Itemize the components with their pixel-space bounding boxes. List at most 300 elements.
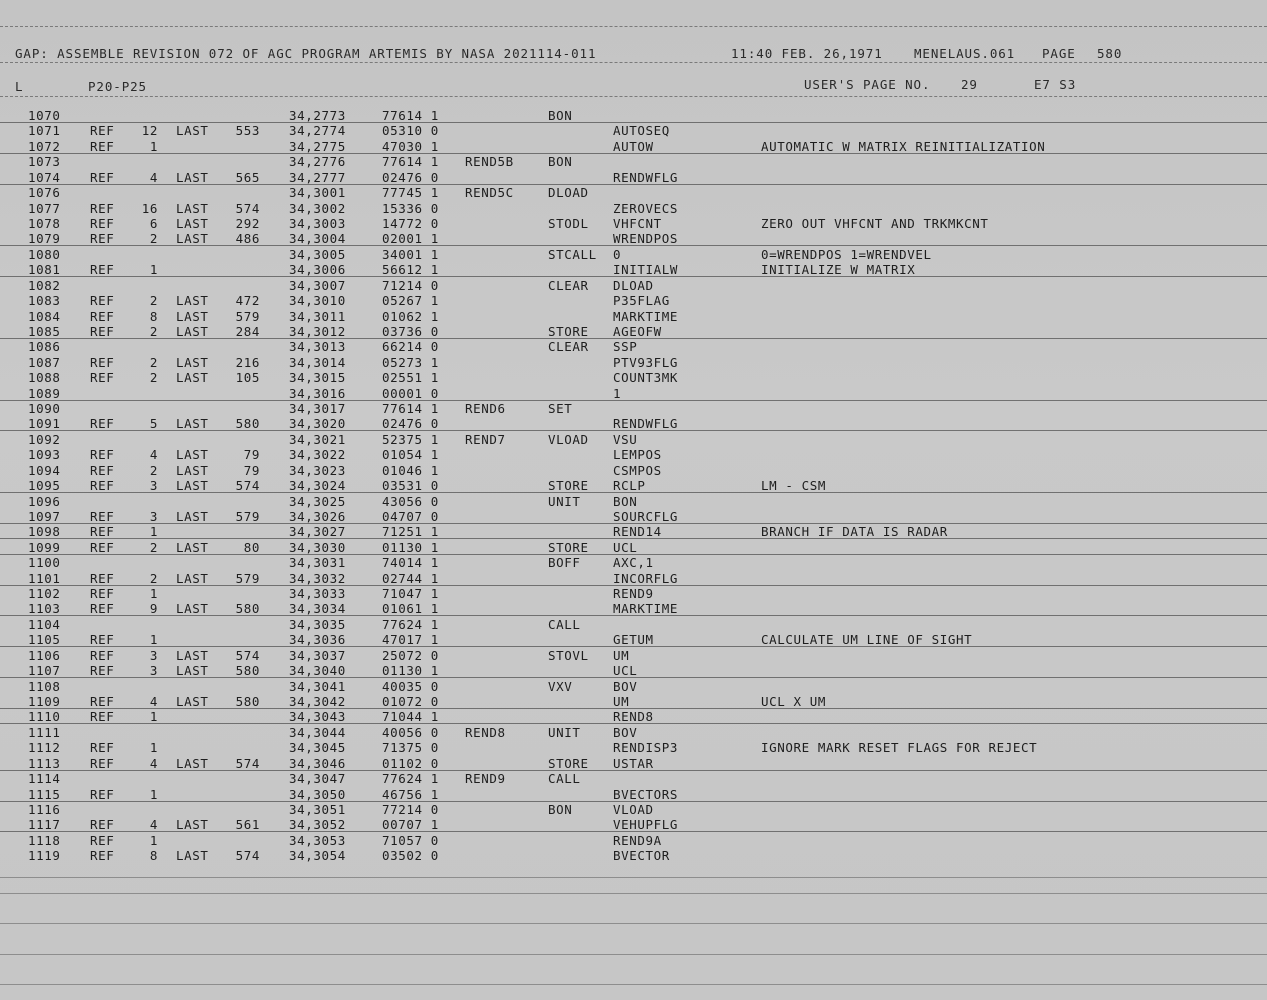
- octal-code: 77614 1: [382, 108, 439, 123]
- opcode: UNIT: [548, 724, 581, 740]
- ref-count: 16: [141, 200, 158, 216]
- line-number: 1107: [28, 663, 61, 679]
- listing-row: [0, 817, 1267, 832]
- address: 34,3032: [289, 570, 346, 586]
- listing-row: [0, 339, 1267, 354]
- blank-rule: [0, 954, 1267, 955]
- ref-count: 2: [149, 370, 158, 386]
- last-line: 579: [235, 508, 260, 524]
- opcode: STORE: [548, 755, 589, 771]
- last-marker: LAST: [176, 462, 209, 478]
- octal-code: 71057 0: [382, 832, 439, 848]
- line-number: 1109: [28, 694, 61, 709]
- operand: CSMPOS: [613, 462, 662, 478]
- line-number: 1102: [28, 586, 61, 601]
- line-number: 1072: [28, 138, 61, 154]
- line-number: 1116: [28, 801, 61, 817]
- octal-code: 01072 0: [382, 694, 439, 709]
- octal-code: 03531 0: [382, 478, 439, 494]
- ref-count: 2: [149, 293, 158, 308]
- line-number: 1106: [28, 647, 61, 663]
- listing-row: [0, 355, 1267, 370]
- comment: INITIALIZE W MATRIX: [761, 262, 916, 278]
- opcode: BON: [548, 154, 573, 170]
- octal-code: 47030 1: [382, 138, 439, 154]
- octal-code: 14772 0: [382, 215, 439, 231]
- operand: UCL: [613, 663, 638, 679]
- listing-row: [0, 185, 1267, 200]
- address: 34,3014: [289, 354, 346, 370]
- last-marker: LAST: [176, 323, 209, 339]
- header-rule: [0, 62, 1267, 63]
- octal-code: 01062 1: [382, 308, 439, 324]
- last-line: 216: [235, 354, 260, 370]
- octal-code: 71251 1: [382, 524, 439, 540]
- operand: VLOAD: [613, 801, 654, 817]
- comment: AUTOMATIC W MATRIX REINITIALIZATION: [761, 138, 1046, 154]
- address: 34,3045: [289, 740, 346, 756]
- address: 34,3031: [289, 555, 346, 571]
- address: 34,3003: [289, 215, 346, 231]
- ref-marker: REF: [90, 848, 115, 864]
- address: 34,3015: [289, 370, 346, 386]
- line-number: 1105: [28, 632, 61, 648]
- opcode: STORE: [548, 478, 589, 494]
- last-line: 574: [235, 200, 260, 216]
- ref-count: 3: [149, 663, 158, 679]
- line-number: 1074: [28, 169, 61, 185]
- ref-count: 5: [149, 416, 158, 432]
- operand: WRENDPOS: [613, 231, 679, 247]
- line-number: 1078: [28, 215, 61, 231]
- last-line: 574: [235, 755, 260, 771]
- ref-count: 2: [149, 462, 158, 478]
- last-marker: LAST: [176, 694, 209, 709]
- header-title-line: GAP: ASSEMBLE REVISION 072 OF AGC PROGRAM ARTEMIS BY NASA 2021114-011: [15, 46, 597, 61]
- line-number: 1117: [28, 817, 61, 833]
- operand: INCORFLG: [613, 570, 679, 586]
- ref-marker: REF: [90, 524, 115, 540]
- listing-row: [0, 324, 1267, 339]
- listing-row: [0, 648, 1267, 663]
- octal-code: 05310 0: [382, 123, 439, 139]
- operand: AGEOFW: [613, 323, 662, 339]
- listing-row: [0, 231, 1267, 246]
- ref-marker: REF: [90, 231, 115, 247]
- ref-marker: REF: [90, 601, 115, 617]
- opcode: CLEAR: [548, 339, 589, 355]
- listing-row: [0, 709, 1267, 724]
- comment: BRANCH IF DATA IS RADAR: [761, 524, 948, 540]
- line-number: 1088: [28, 370, 61, 386]
- comment: 0=WRENDPOS 1=WRENDVEL: [761, 246, 932, 262]
- last-marker: LAST: [176, 370, 209, 386]
- listing-row: [0, 108, 1267, 123]
- line-number: 1101: [28, 570, 61, 586]
- octal-code: 05267 1: [382, 293, 439, 308]
- operand: BOV: [613, 678, 638, 694]
- line-number: 1119: [28, 848, 61, 864]
- last-marker: LAST: [176, 416, 209, 432]
- operand: BOV: [613, 724, 638, 740]
- octal-code: 47017 1: [382, 632, 439, 648]
- operand: SOURCFLG: [613, 508, 679, 524]
- address: 34,3040: [289, 663, 346, 679]
- line-number: 1091: [28, 416, 61, 432]
- ref-marker: REF: [90, 709, 115, 725]
- octal-code: 77614 1: [382, 401, 439, 416]
- blank-rule: [0, 877, 1267, 878]
- listing-row: [0, 416, 1267, 431]
- operand: BVECTOR: [613, 848, 670, 864]
- opcode: UNIT: [548, 493, 581, 509]
- listing-row: [0, 632, 1267, 647]
- address: 34,3010: [289, 293, 346, 308]
- header-source: MENELAUS.061: [914, 46, 1016, 61]
- operand: MARKTIME: [613, 601, 679, 617]
- octal-code: 02476 0: [382, 169, 439, 185]
- operand: 1: [613, 385, 622, 401]
- comment: IGNORE MARK RESET FLAGS FOR REJECT: [761, 740, 1038, 756]
- listing-row: [0, 694, 1267, 709]
- label-field: REND9: [465, 771, 506, 787]
- label-field: REND5B: [465, 154, 514, 170]
- ref-marker: REF: [90, 647, 115, 663]
- ref-count: 3: [149, 478, 158, 494]
- line-number: 1108: [28, 678, 61, 694]
- last-marker: LAST: [176, 447, 209, 463]
- ref-count: 1: [149, 632, 158, 648]
- last-marker: LAST: [176, 647, 209, 663]
- last-line: 574: [235, 647, 260, 663]
- octal-code: 04707 0: [382, 508, 439, 524]
- ref-marker: REF: [90, 323, 115, 339]
- address: 34,3054: [289, 848, 346, 864]
- last-marker: LAST: [176, 817, 209, 833]
- last-line: 486: [235, 231, 260, 247]
- label-field: REND7: [465, 431, 506, 447]
- ref-marker: REF: [90, 370, 115, 386]
- octal-code: 00001 0: [382, 385, 439, 401]
- line-number: 1077: [28, 200, 61, 216]
- ref-count: 4: [149, 169, 158, 185]
- octal-code: 34001 1: [382, 246, 439, 262]
- address: 34,3023: [289, 462, 346, 478]
- ref-count: 1: [149, 832, 158, 848]
- listing-row: [0, 679, 1267, 694]
- listing-row: [0, 802, 1267, 817]
- address: 34,3041: [289, 678, 346, 694]
- address: 34,3047: [289, 771, 346, 787]
- octal-code: 77214 0: [382, 801, 439, 817]
- listing-row: [0, 771, 1267, 786]
- last-marker: LAST: [176, 354, 209, 370]
- address: 34,3052: [289, 817, 346, 833]
- comment: CALCULATE UM LINE OF SIGHT: [761, 632, 973, 648]
- address: 34,3007: [289, 277, 346, 293]
- opcode: BON: [548, 108, 573, 123]
- label-field: REND8: [465, 724, 506, 740]
- last-marker: LAST: [176, 539, 209, 555]
- ref-count: 2: [149, 570, 158, 586]
- octal-code: 01130 1: [382, 663, 439, 679]
- operand: BON: [613, 493, 638, 509]
- comment: UCL X UM: [761, 694, 827, 709]
- listing-row: [0, 555, 1267, 570]
- line-number: 1079: [28, 231, 61, 247]
- listing-row: [0, 663, 1267, 678]
- opcode: CALL: [548, 616, 581, 632]
- ref-count: 9: [149, 601, 158, 617]
- octal-code: 15336 0: [382, 200, 439, 216]
- line-number: 1098: [28, 524, 61, 540]
- last-line: 579: [235, 570, 260, 586]
- line-number: 1070: [28, 108, 61, 123]
- operand: P35FLAG: [613, 293, 670, 308]
- last-marker: LAST: [176, 215, 209, 231]
- listing-row: [0, 309, 1267, 324]
- operand: USTAR: [613, 755, 654, 771]
- line-number: 1113: [28, 755, 61, 771]
- last-line: 553: [235, 123, 260, 139]
- listing-row: [0, 201, 1267, 216]
- ref-count: 1: [149, 138, 158, 154]
- address: 34,3035: [289, 616, 346, 632]
- listing-row: [0, 447, 1267, 462]
- ref-marker: REF: [90, 169, 115, 185]
- ref-count: 1: [149, 740, 158, 756]
- operand: RCLP: [613, 478, 646, 494]
- address: 34,3053: [289, 832, 346, 848]
- subheader-rule: [0, 96, 1267, 97]
- ref-marker: REF: [90, 416, 115, 432]
- ref-count: 3: [149, 647, 158, 663]
- last-line: 105: [235, 370, 260, 386]
- opcode: BOFF: [548, 555, 581, 571]
- octal-code: 71214 0: [382, 277, 439, 293]
- ref-count: 1: [149, 586, 158, 601]
- ref-marker: REF: [90, 740, 115, 756]
- octal-code: 77614 1: [382, 154, 439, 170]
- ref-marker: REF: [90, 462, 115, 478]
- last-line: 580: [235, 694, 260, 709]
- operand: GETUM: [613, 632, 654, 648]
- listing-row: [0, 787, 1267, 802]
- listing-row: [0, 740, 1267, 755]
- operand: PTV93FLG: [613, 354, 679, 370]
- octal-code: 02551 1: [382, 370, 439, 386]
- octal-code: 77745 1: [382, 185, 439, 201]
- listing-row: [0, 524, 1267, 539]
- listing-row: [0, 370, 1267, 385]
- octal-code: 03736 0: [382, 323, 439, 339]
- header-page-label: PAGE: [1042, 46, 1076, 61]
- ref-marker: REF: [90, 755, 115, 771]
- label-field: REND6: [465, 401, 506, 416]
- ref-marker: REF: [90, 215, 115, 231]
- last-marker: LAST: [176, 308, 209, 324]
- octal-code: 01130 1: [382, 539, 439, 555]
- address: 34,3025: [289, 493, 346, 509]
- address: 34,2773: [289, 108, 346, 123]
- last-marker: LAST: [176, 601, 209, 617]
- last-marker: LAST: [176, 755, 209, 771]
- operand: MARKTIME: [613, 308, 679, 324]
- ref-count: 4: [149, 817, 158, 833]
- blank-rule: [0, 984, 1267, 985]
- line-number: 1083: [28, 293, 61, 308]
- ref-marker: REF: [90, 478, 115, 494]
- line-number: 1110: [28, 709, 61, 725]
- last-marker: LAST: [176, 570, 209, 586]
- last-line: 579: [235, 308, 260, 324]
- ref-count: 2: [149, 231, 158, 247]
- users-page-label: USER'S PAGE NO.: [804, 77, 931, 92]
- opcode: STCALL: [548, 246, 597, 262]
- listing-row: [0, 586, 1267, 601]
- header-page-number: 580: [1097, 46, 1123, 61]
- ref-marker: REF: [90, 293, 115, 308]
- operand: VSU: [613, 431, 638, 447]
- listing-row: [0, 386, 1267, 401]
- last-marker: LAST: [176, 293, 209, 308]
- ref-marker: REF: [90, 447, 115, 463]
- octal-code: 71047 1: [382, 586, 439, 601]
- operand: REND9A: [613, 832, 662, 848]
- last-line: 292: [235, 215, 260, 231]
- operand: 0: [613, 246, 622, 262]
- operand: DLOAD: [613, 277, 654, 293]
- listing-row: [0, 401, 1267, 416]
- address: 34,3016: [289, 385, 346, 401]
- address: 34,3005: [289, 246, 346, 262]
- listing-row: [0, 432, 1267, 447]
- address: 34,3013: [289, 339, 346, 355]
- ref-count: 3: [149, 508, 158, 524]
- octal-code: 77624 1: [382, 771, 439, 787]
- line-number: 1086: [28, 339, 61, 355]
- address: 34,3002: [289, 200, 346, 216]
- line-number: 1094: [28, 462, 61, 478]
- listing-row: [0, 154, 1267, 169]
- ref-count: 12: [141, 123, 158, 139]
- octal-code: 74014 1: [382, 555, 439, 571]
- line-number: 1099: [28, 539, 61, 555]
- line-number: 1085: [28, 323, 61, 339]
- opcode: VXV: [548, 678, 573, 694]
- octal-code: 40056 0: [382, 724, 439, 740]
- last-marker: LAST: [176, 123, 209, 139]
- header-datetime: 11:40 FEB. 26,1971: [731, 46, 883, 61]
- address: 34,2776: [289, 154, 346, 170]
- ref-marker: REF: [90, 200, 115, 216]
- operand: VHFCNT: [613, 215, 662, 231]
- address: 34,3011: [289, 308, 346, 324]
- last-line: 472: [235, 293, 260, 308]
- address: 34,2777: [289, 169, 346, 185]
- ref-marker: REF: [90, 123, 115, 139]
- opcode: STORE: [548, 323, 589, 339]
- operand: LEMPOS: [613, 447, 662, 463]
- blank-rule: [0, 923, 1267, 924]
- ref-marker: REF: [90, 832, 115, 848]
- address: 34,2774: [289, 123, 346, 139]
- last-line: 580: [235, 663, 260, 679]
- octal-code: 43056 0: [382, 493, 439, 509]
- operand: SSP: [613, 339, 638, 355]
- listing-row: [0, 725, 1267, 740]
- line-number: 1080: [28, 246, 61, 262]
- line-number: 1082: [28, 277, 61, 293]
- octal-code: 02001 1: [382, 231, 439, 247]
- opcode: DLOAD: [548, 185, 589, 201]
- operand: VEHUPFLG: [613, 817, 679, 833]
- last-line: 79: [243, 462, 260, 478]
- operand: REND14: [613, 524, 662, 540]
- line-number: 1090: [28, 401, 61, 416]
- line-number: 1104: [28, 616, 61, 632]
- address: 34,3030: [289, 539, 346, 555]
- ref-marker: REF: [90, 262, 115, 278]
- octal-code: 01061 1: [382, 601, 439, 617]
- address: 34,3012: [289, 323, 346, 339]
- ref-count: 1: [149, 262, 158, 278]
- address: 34,3043: [289, 709, 346, 725]
- operand: RENDWFLG: [613, 416, 679, 432]
- last-marker: LAST: [176, 200, 209, 216]
- last-line: 79: [243, 447, 260, 463]
- ref-count: 8: [149, 308, 158, 324]
- listing-row: [0, 509, 1267, 524]
- address: 34,3006: [289, 262, 346, 278]
- listing-row: [0, 463, 1267, 478]
- octal-code: 00707 1: [382, 817, 439, 833]
- ref-count: 4: [149, 755, 158, 771]
- ref-marker: REF: [90, 138, 115, 154]
- address: 34,3022: [289, 447, 346, 463]
- left-marker: L: [15, 79, 24, 94]
- listing-row: [0, 848, 1267, 863]
- ref-count: 2: [149, 539, 158, 555]
- opcode: STOVL: [548, 647, 589, 663]
- line-number: 1097: [28, 508, 61, 524]
- last-line: 574: [235, 848, 260, 864]
- section-name: P20-P25: [88, 79, 147, 94]
- octal-code: 71375 0: [382, 740, 439, 756]
- last-marker: LAST: [176, 231, 209, 247]
- last-line: 574: [235, 478, 260, 494]
- address: 34,3027: [289, 524, 346, 540]
- line-number: 1114: [28, 771, 61, 787]
- line-number: 1103: [28, 601, 61, 617]
- octal-code: 77624 1: [382, 616, 439, 632]
- last-line: 580: [235, 416, 260, 432]
- line-number: 1092: [28, 431, 61, 447]
- octal-code: 01102 0: [382, 755, 439, 771]
- comment: LM - CSM: [761, 478, 827, 494]
- tape-id: E7 S3: [1034, 77, 1077, 92]
- operand: REND8: [613, 709, 654, 725]
- top-rule: [0, 26, 1267, 27]
- operand: BVECTORS: [613, 786, 679, 802]
- last-marker: LAST: [176, 508, 209, 524]
- last-line: 580: [235, 601, 260, 617]
- ref-count: 2: [149, 354, 158, 370]
- address: 34,3033: [289, 586, 346, 601]
- listing-row: [0, 247, 1267, 262]
- line-number: 1115: [28, 786, 61, 802]
- address: 34,3026: [289, 508, 346, 524]
